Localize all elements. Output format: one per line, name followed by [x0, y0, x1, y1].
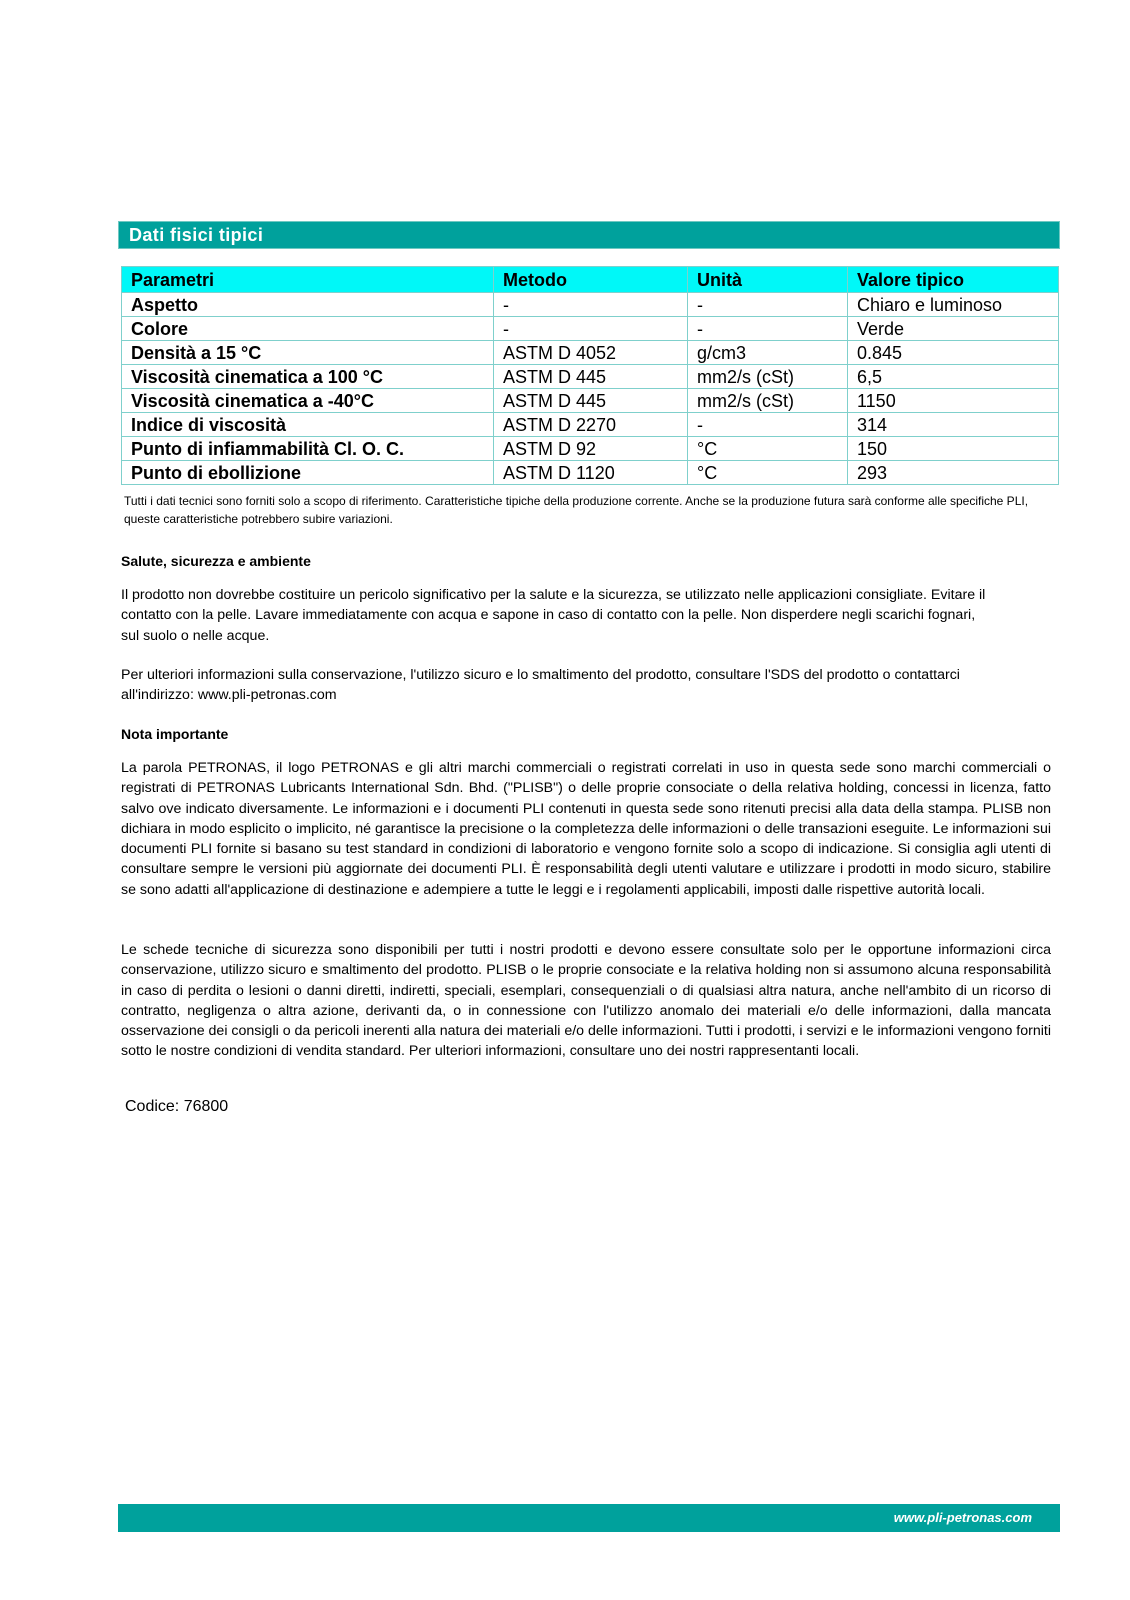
more-info-paragraph: Per ulteriori informazioni sulla conservazione, l'utilizzo sicuro e lo smaltimento del prodotto, consultare l'SDS del prodotto o contattarci all'indirizzo: www.pli-petronas.com	[121, 667, 960, 704]
param-unit: mm2/s (cSt)	[688, 365, 848, 389]
param-value: 314	[848, 413, 1059, 437]
table-row	[122, 365, 1059, 389]
table-header-row	[122, 267, 1059, 293]
table-row	[122, 461, 1059, 485]
param-unit: -	[688, 293, 848, 317]
safety-sheets-paragraph: Le schede tecniche di sicurezza sono disponibili per tutti i nostri prodotti e devono essere consultate solo per le opportune informazioni circa conservazione, utilizzo sicuro e smaltimento del prodotto. PLISB o le proprie consociate e la relativa holding non si assumono alcuna responsabilità in caso di perdita o lesioni o danni diretti, indiretti, speciali, esemplari, consequenziali o di qualsiasi altra natura, anche nell'ambito di un ricorso di contratto, negligenza o altra azione, derivanti da, o in connessione con l'utilizzo anomalo dei materiali e/o delle informazioni, dalla mancata osservazione dei consigli o da pericoli inerenti alla natura dei materiali e/o delle informazioni. Tutti i prodotti, i servizi e le informazioni vengono forniti sotto le nostre condizioni di vendita standard. Per ulteriori informazioni, consultare uno dei nostri rappresentanti locali.	[121, 942, 1051, 1060]
footer-bar	[118, 1504, 1060, 1532]
param-unit: -	[688, 317, 848, 341]
table-row	[122, 293, 1059, 317]
important-note-heading: Nota importante	[121, 726, 229, 742]
important-note-paragraph: La parola PETRONAS, il logo PETRONAS e gli altri marchi commerciali o registrati correlati in uso in questa sede sono marchi commerciali o registrati di PETRONAS Lubricants International Sdn. Bhd. ("PLISB") o delle proprie consociate o della relativa holding, concessi in licenza, fatto salvo ove indicato diversamente. Le informazioni e i documenti PLI contenuti in questa sede sono ritenuti precisi alla data della stampa. PLISB non dichiara in modo esplicito o implicito, né garantisce la precisione o la completezza delle informazioni o delle transazioni eseguite. Le informazioni sui documenti PLI fornite si basano su test standard in condizioni di laboratorio e vengono fornite solo a scopo di indicazione. Si consiglia agli utenti di consultare sempre le versioni più aggiornate dei documenti PLI. È responsabilità degli utenti valutare e utilizzare i prodotti in modo sicuro, stabilire se sono adatti all'applicazione di destinazione e adempiere a tutte le leggi e i regolamenti applicabili, imposti dalle rispettive autorità locali.	[121, 760, 1051, 898]
column-header: Valore tipico	[848, 267, 1059, 293]
param-value: 1150	[848, 389, 1059, 413]
table-row	[122, 437, 1059, 461]
section-title: Dati fisici tipici	[129, 225, 264, 245]
param-name: Viscosità cinematica a 100 °C	[122, 365, 494, 389]
param-value: 293	[848, 461, 1059, 485]
column-header: Parametri	[122, 267, 494, 293]
health-safety-heading: Salute, sicurezza e ambiente	[121, 553, 311, 569]
table-row	[122, 317, 1059, 341]
section-header-bar	[118, 221, 1060, 249]
param-unit: °C	[688, 461, 848, 485]
table-footnote: Tutti i dati tecnici sono forniti solo a scopo di riferimento. Caratteristiche tipiche della produzione corrente. Anche se la produzione futura sarà conforme alle specifiche PLI, queste caratteristiche potrebbero subire variazioni.	[124, 494, 1029, 526]
health-safety-paragraph: Il prodotto non dovrebbe costituire un pericolo significativo per la salute e la sicurezza, se utilizzato nelle applicazioni consigliate. Evitare il contatto con la pelle. Lavare immediatamente con acqua e sapone in caso di contatto con la pelle. Non disperdere negli scarichi fognari, sul suolo o nelle acque.	[121, 587, 986, 644]
param-value: 0.845	[848, 341, 1059, 365]
product-code: Codice: 76800	[125, 1098, 229, 1115]
table-row	[122, 389, 1059, 413]
param-method: ASTM D 445	[494, 389, 688, 413]
param-value: Chiaro e luminoso	[848, 293, 1059, 317]
param-method: ASTM D 2270	[494, 413, 688, 437]
param-method: -	[494, 317, 688, 341]
param-name: Punto di ebollizione	[122, 461, 494, 485]
table-row	[122, 413, 1059, 437]
param-name: Aspetto	[122, 293, 494, 317]
param-unit: mm2/s (cSt)	[688, 389, 848, 413]
param-method: -	[494, 293, 688, 317]
param-name: Punto di infiammabilità Cl. O. C.	[122, 437, 494, 461]
param-name: Colore	[122, 317, 494, 341]
param-unit: g/cm3	[688, 341, 848, 365]
column-header: Metodo	[494, 267, 688, 293]
param-method: ASTM D 92	[494, 437, 688, 461]
param-name: Densità a 15 °C	[122, 341, 494, 365]
footer-url[interactable]: www.pli-petronas.com	[893, 1510, 1032, 1525]
param-method: ASTM D 445	[494, 365, 688, 389]
param-method: ASTM D 4052	[494, 341, 688, 365]
physical-data-table	[121, 266, 1059, 485]
param-value: 6,5	[848, 365, 1059, 389]
param-method: ASTM D 1120	[494, 461, 688, 485]
param-unit: °C	[688, 437, 848, 461]
param-unit: -	[688, 413, 848, 437]
param-name: Indice di viscosità	[122, 413, 494, 437]
column-header: Unità	[688, 267, 848, 293]
table-row	[122, 341, 1059, 365]
param-value: Verde	[848, 317, 1059, 341]
param-name: Viscosità cinematica a -40°C	[122, 389, 494, 413]
param-value: 150	[848, 437, 1059, 461]
